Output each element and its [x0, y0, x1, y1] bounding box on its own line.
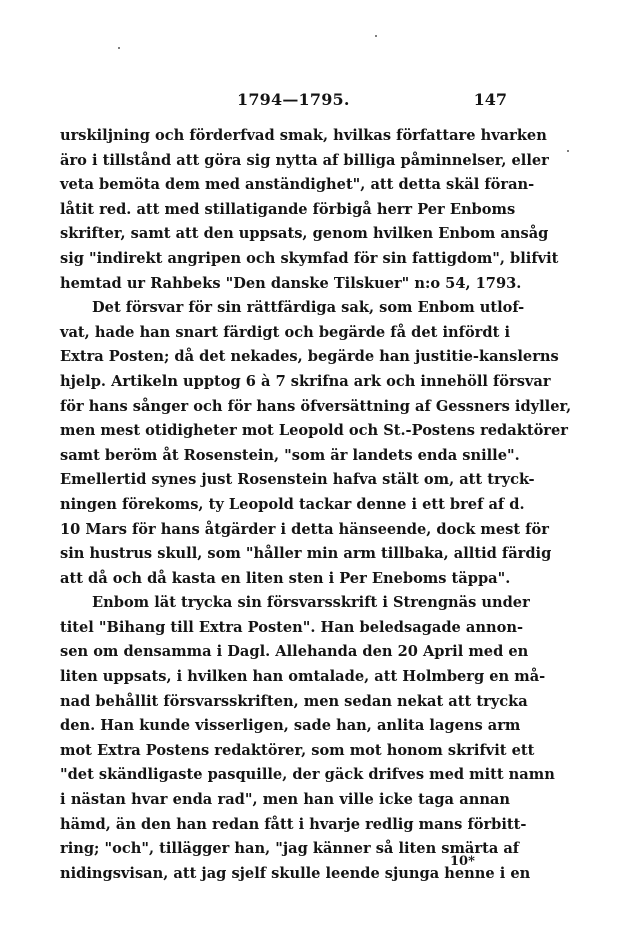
text-line: i nästan hvar enda rad", men han ville icke taga annan [60, 791, 510, 809]
text-line: sin hustrus skull, som "håller min arm tillbaka, alltid färdig [60, 545, 552, 563]
text-line: Enbom lät trycka sin försvarsskrift i Strengnäs under [92, 594, 530, 612]
running-header [60, 90, 510, 112]
header-years: 1794—1795. [237, 90, 350, 109]
text-line: ring; "och", tillägger han, "jag känner så liten smärta af [60, 840, 520, 858]
text-line: titel "Bihang till Extra Posten". Han beledsagade annon- [60, 618, 523, 636]
text-line: sen om densamma i Dagl. Allehanda den 20 April med en [60, 643, 529, 661]
text-line: liten uppsats, i hvilken han omtalade, att Holmberg en må- [60, 668, 546, 686]
text-line: Emellertid synes just Rosenstein hafva stält om, att tryck- [60, 471, 535, 489]
text-line: mot Extra Postens redaktörer, som mot honom skrifvit ett [60, 741, 535, 759]
paper-speck [118, 47, 120, 49]
text-line: hemtad ur Rahbeks "Den danske Tilskuer" n:o 54, 1793. [60, 274, 522, 292]
text-line: låtit red. att med stillatigande förbigå herr Per Enboms [60, 200, 516, 218]
text-line: men mest otidigheter mot Leopold och St.-Postens redaktörer [60, 422, 568, 440]
text-line: för hans sånger och för hans öfversättning af Gessners idyller, [60, 397, 572, 415]
text-line: sig "indirekt angripen och skymfad för sin fattigdom", blifvit [60, 249, 559, 267]
text-line: hjelp. Artikeln upptog 6 à 7 skrifna ark och innehöll försvar [60, 372, 551, 390]
text-line: äro i tillstånd att göra sig nytta af billiga påminnelser, eller [60, 151, 549, 169]
signature-mark: 10* [450, 854, 475, 869]
text-line: samt beröm åt Rosenstein, "som är landets enda snille". [60, 446, 520, 464]
text-line: nad behållit försvarsskriften, men sedan nekat att trycka [60, 692, 528, 710]
text-line: 10 Mars för hans åtgärder i detta hänseende, dock mest för [60, 520, 549, 538]
text-line: veta bemöta dem med anständighet", att detta skäl föran- [60, 176, 535, 194]
text-line: ningen förekoms, ty Leopold tackar denne i ett bref af d. [60, 495, 525, 513]
page-number: 147 [473, 90, 507, 109]
text-line: hämd, än den han redan fått i hvarje redlig mans förbitt- [60, 815, 527, 833]
text-line: "det skändligaste pasquille, der gäck drifves med mitt namn [60, 766, 555, 784]
text-line: Extra Posten; då det nekades, begärde han justitie-kanslerns [60, 348, 559, 366]
text-line: nidingsvisan, att jag sjelf skulle leende sjunga henne i en [60, 864, 531, 882]
paper-speck [375, 35, 377, 37]
text-line: vat, hade han snart färdigt och begärde få det infördt i [60, 323, 510, 341]
text-line: urskiljning och förderfvad smak, hvilkas författare hvarken [60, 127, 547, 144]
paper-speck [567, 150, 569, 152]
text-line: den. Han kunde visserligen, sade han, anlita lagens arm [60, 717, 521, 735]
text-line: Det försvar för sin rättfärdiga sak, som Enbom utlof- [92, 299, 525, 317]
text-line: att då och då kasta en liten sten i Per Eneboms täppa". [60, 569, 511, 587]
body-text [60, 124, 572, 886]
text-line: skrifter, samt att den uppsats, genom hvilken Enbom ansåg [60, 225, 549, 243]
